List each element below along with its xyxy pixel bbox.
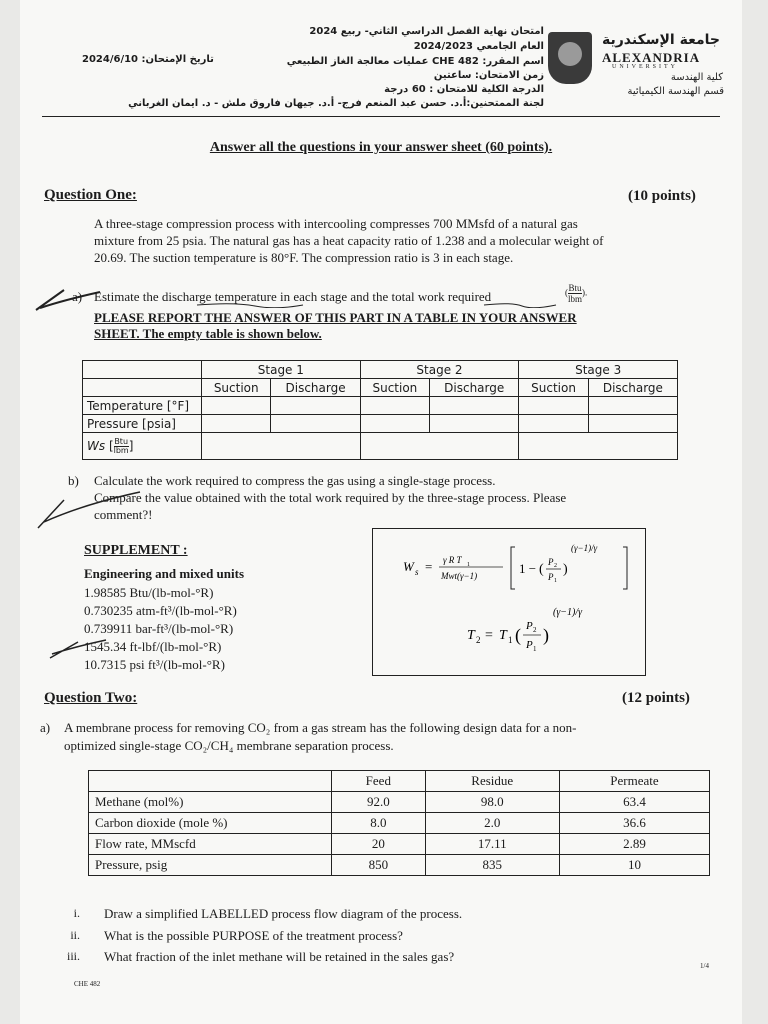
column-header: Feed (332, 771, 426, 792)
stage-header: Stage 1 (202, 361, 361, 379)
part-b-label: b) (68, 473, 79, 488)
unit-denominator: lbm (568, 294, 583, 304)
column-header (89, 771, 332, 792)
work-and-temperature-equations (373, 529, 645, 675)
question-one-text-line: 20.69. The suction temperature is 80°F. The compression ratio is 3 in each stage. (94, 250, 514, 265)
table-row (83, 433, 678, 460)
sub-item-number: iii. (66, 949, 80, 963)
university-subtitle: UNIVERSITY (612, 64, 678, 70)
table-cell: 10 (559, 855, 709, 876)
gas-constant: 10.7315 psi ft³/(lb-mol-°R) (84, 657, 225, 672)
svg-text:2: 2 (476, 635, 481, 645)
svg-text:): ) (563, 562, 568, 577)
svg-text:1: 1 (508, 635, 513, 645)
question-one-points: (10 points) (628, 188, 696, 204)
university-name-arabic: جامعة الإسكندرية (601, 32, 720, 48)
svg-text:1: 1 (533, 645, 537, 653)
svg-text:W: W (403, 559, 414, 574)
university-name-english: ALEXANDRIA (602, 50, 701, 65)
supplement-subtitle: Engineering and mixed units (84, 566, 245, 581)
table-row (89, 834, 710, 855)
q2-part-a-label: a) (40, 720, 51, 735)
svg-text:P: P (526, 639, 533, 651)
gas-constant: 1.98585 Btu/(lb-mol-°R) (84, 585, 214, 600)
svg-text:1: 1 (554, 578, 557, 584)
row-header: Methane (mol%) (89, 792, 332, 813)
gas-constant: 0.739911 bar-ft³/(lb-mol-°R) (84, 621, 234, 636)
svg-text:=: = (425, 559, 433, 574)
row-header: Pressure [psia] (83, 415, 202, 433)
question-one-text-line: A three-stage compression process with intercooling compresses 700 MMsfd of a natural gas (94, 216, 578, 231)
column-header: Suction (360, 379, 429, 397)
stage-header: Stage 3 (519, 361, 678, 379)
svg-text:T: T (499, 628, 507, 643)
row-header: Flow rate, MMscfd (89, 834, 332, 855)
table-row (83, 397, 678, 415)
part-b-text-line: comment?! (94, 507, 153, 522)
svg-text:γ R T: γ R T (443, 555, 462, 565)
part-a-unit: ( Btu lbm ). (565, 283, 588, 304)
handwritten-underline-icon (195, 302, 305, 308)
svg-text:P: P (526, 620, 533, 632)
table-row (89, 813, 710, 834)
department-name: قسم الهندسة الكيميائية (627, 86, 724, 97)
table-row (83, 379, 678, 397)
svg-text:2: 2 (533, 626, 537, 634)
table-cell: 17.11 (425, 834, 559, 855)
page-number: 1/4 (700, 962, 709, 970)
column-header: Discharge (271, 379, 360, 397)
svg-text:1 −: 1 − (519, 561, 537, 576)
footer-course-code: CHE 482 (74, 980, 101, 988)
sub-item-number: ii. (70, 928, 80, 942)
column-header: Residue (425, 771, 559, 792)
svg-text:): ) (543, 625, 549, 645)
column-header: Discharge (430, 379, 519, 397)
table-cell: 2.89 (559, 834, 709, 855)
q2-part-a-text-line: optimized single-stage CO₂/CH₄ membrane separation process. (64, 738, 394, 753)
stage-header: Stage 2 (360, 361, 519, 379)
examiners-committee: لجنة الممتحنين:أ.د. حسن عبد المنعم فرج- أ.د. جيهان فاروق ملش - د. ايمان الغرباني (128, 98, 544, 109)
handwritten-check-mark-icon (48, 634, 108, 660)
table-row (89, 771, 710, 792)
exam-date: تاريخ الإمتحان: 2024/6/10 (82, 54, 214, 65)
svg-text:P: P (548, 572, 554, 582)
part-b-text-line: Compare the value obtained with the total work required by the three-stage process. Please (94, 490, 567, 505)
svg-text:=: = (485, 628, 493, 643)
question-one-title: Question One: (44, 187, 137, 203)
column-header: Permeate (559, 771, 709, 792)
gas-constant: 1545.34 ft-lbf/(lb-mol-°R) (84, 639, 222, 654)
question-one-text-line: mixture from 25 psia. The natural gas has a heat capacity ratio of 1.238 and a molecular weight of (94, 233, 604, 248)
university-shield-icon (548, 32, 592, 84)
course-name: اسم المقرر: CHE 482 عمليات معالجة الغاز الطبيعي (286, 56, 544, 67)
column-header: Discharge (588, 379, 677, 397)
table-row (89, 855, 710, 876)
university-logo (548, 30, 738, 100)
q2-part-a-text-line: A membrane process for removing CO₂ from a gas stream has the following design data for a non- (64, 720, 577, 735)
column-header: Suction (202, 379, 271, 397)
part-b-text-line: Calculate the work required to compress the gas using a single-stage process. (94, 473, 496, 488)
sub-item-text: What fraction of the inlet methane will be retained in the sales gas? (104, 949, 455, 964)
formula-box (372, 528, 646, 676)
handwritten-strike-icon (34, 482, 144, 532)
svg-text:T: T (467, 628, 475, 643)
report-instruction-line: PLEASE REPORT THE ANSWER OF THIS PART IN A TABLE IN YOUR ANSWER (94, 310, 577, 325)
exam-page (20, 0, 742, 1024)
table-cell: 98.0 (425, 792, 559, 813)
supplement-title: SUPPLEMENT : (84, 543, 188, 558)
svg-text:s: s (415, 567, 419, 577)
row-header-work: Ws [ Btu lbm ] (83, 433, 202, 460)
part-a-text: Estimate the discharge temperature in each stage and the total work required (94, 289, 492, 304)
sub-item-text: What is the possible PURPOSE of the treatment process? (104, 928, 403, 943)
svg-text:2: 2 (554, 563, 557, 569)
unit-numerator: Btu (568, 283, 582, 293)
table-cell: 2.0 (425, 813, 559, 834)
table-row (89, 792, 710, 813)
unit-numerator: Btu (114, 436, 129, 446)
academic-year: العام الجامعي 2024/2023 (413, 41, 544, 52)
table-cell: 20 (332, 834, 426, 855)
row-header: Temperature [°F] (83, 397, 202, 415)
question-two-points: (12 points) (622, 690, 690, 706)
svg-text:(γ−1)/γ: (γ−1)/γ (571, 543, 598, 553)
faculty-name: كلية الهندسة (670, 72, 723, 83)
table-cell: 36.6 (559, 813, 709, 834)
row-header: Carbon dioxide (mole %) (89, 813, 332, 834)
handwritten-underline-icon (482, 302, 558, 308)
question-two-title: Question Two: (44, 690, 138, 706)
sub-item-number: i. (73, 906, 80, 920)
report-instruction-line: SHEET. The empty table is shown below. (94, 326, 322, 341)
column-header: Suction (519, 379, 588, 397)
exam-duration: زمن الامتحان: ساعتين (433, 70, 544, 81)
part-a-label: a) (72, 289, 83, 304)
svg-text:(: ( (539, 562, 544, 577)
gas-constant: 0.730235 atm-ft³/(lb-mol-°R) (84, 603, 237, 618)
svg-text:(: ( (515, 625, 521, 645)
svg-text:(γ−1)/γ: (γ−1)/γ (553, 607, 583, 618)
work-symbol: Ws (87, 438, 106, 453)
row-header: Pressure, psig (89, 855, 332, 876)
stage-results-table (82, 360, 678, 460)
svg-text:Mwt(γ−1): Mwt(γ−1) (441, 571, 478, 581)
table-cell: 8.0 (332, 813, 426, 834)
instructions-heading: Answer all the questions in your answer sheet (60 points). (209, 140, 553, 155)
table-cell: 850 (332, 855, 426, 876)
exam-title: امتحان نهاية الفصل الدراسي الثاني- ربيع 2024 (309, 26, 544, 37)
sub-item-text: Draw a simplified LABELLED process flow diagram of the process. (104, 906, 463, 921)
membrane-design-table (88, 770, 710, 876)
total-marks: الدرجة الكلية للامتحان : 60 درجة (384, 84, 544, 95)
table-cell: 835 (425, 855, 559, 876)
table-cell: 63.4 (559, 792, 709, 813)
header-divider (42, 116, 720, 117)
table-cell: 92.0 (332, 792, 426, 813)
unit-denominator: lbm (113, 445, 129, 455)
svg-text:1: 1 (467, 562, 470, 568)
table-row (83, 415, 678, 433)
svg-text:P: P (548, 557, 554, 567)
table-row (83, 361, 678, 379)
